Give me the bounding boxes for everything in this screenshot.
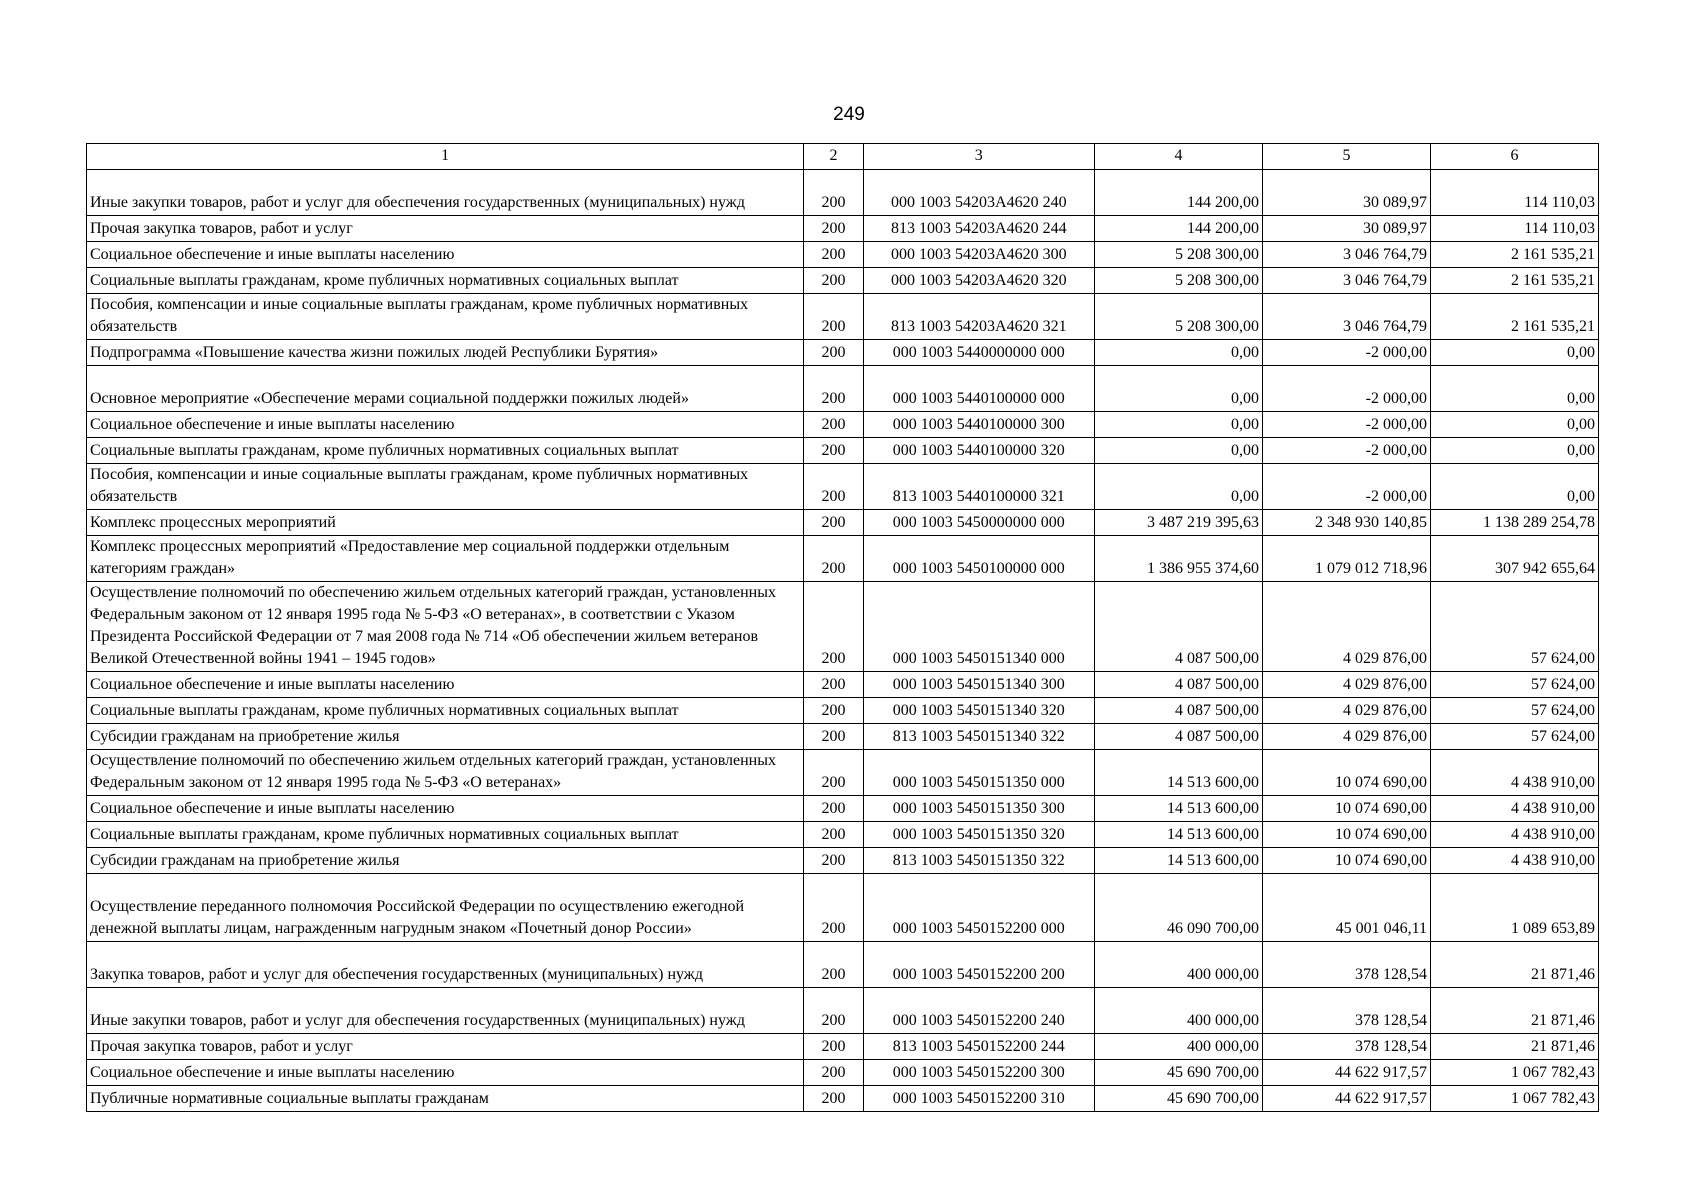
row-approved-amount-cell: 14 513 600,00 [1094,822,1262,848]
row-line-code-cell: 200 [804,942,863,988]
table-row [87,988,1599,1034]
row-classification-code-cell: 000 1003 5440000000 000 [863,340,1094,366]
row-executed-amount-cell: -2 000,00 [1262,340,1430,366]
row-classification-code-cell: 000 1003 5450151340 300 [863,672,1094,698]
table-row [87,268,1599,294]
table-row [87,340,1599,366]
row-approved-amount-cell: 3 487 219 395,63 [1094,510,1262,536]
budget-table [86,143,1599,1112]
row-classification-code-cell: 813 1003 54203А4620 244 [863,216,1094,242]
row-approved-amount-cell: 5 208 300,00 [1094,294,1262,340]
row-line-code-cell: 200 [804,724,863,750]
table-row [87,672,1599,698]
row-approved-amount-cell: 14 513 600,00 [1094,848,1262,874]
row-unexecuted-amount-cell: 0,00 [1430,366,1598,412]
row-classification-code-cell: 000 1003 5450100000 000 [863,536,1094,582]
row-name-cell: Комплекс процессных мероприятий «Предоставление мер социальной поддержки отдельным категориям граждан» [87,536,804,582]
row-name-cell: Социальное обеспечение и иные выплаты населению [87,412,804,438]
row-name-cell: Социальное обеспечение и иные выплаты населению [87,796,804,822]
row-line-code-cell: 200 [804,698,863,724]
row-unexecuted-amount-cell: 114 110,03 [1430,216,1598,242]
row-classification-code-cell: 000 1003 5450152200 240 [863,988,1094,1034]
row-executed-amount-cell: -2 000,00 [1262,438,1430,464]
row-name-cell: Пособия, компенсации и иные социальные выплаты гражданам, кроме публичных нормативных обязательств [87,464,804,510]
row-line-code-cell: 200 [804,340,863,366]
table-row [87,464,1599,510]
row-classification-code-cell: 000 1003 5450151340 000 [863,582,1094,672]
row-name-cell: Социальное обеспечение и иные выплаты населению [87,672,804,698]
table-row [87,582,1599,672]
row-name-cell: Иные закупки товаров, работ и услуг для обеспечения государственных (муниципальных) нужд [87,988,804,1034]
row-executed-amount-cell: 4 029 876,00 [1262,672,1430,698]
row-line-code-cell: 200 [804,750,863,796]
row-name-cell: Социальное обеспечение и иные выплаты населению [87,242,804,268]
row-classification-code-cell: 000 1003 54203А4620 320 [863,268,1094,294]
table-row [87,750,1599,796]
row-approved-amount-cell: 400 000,00 [1094,942,1262,988]
table-row [87,848,1599,874]
table-row [87,874,1599,942]
row-approved-amount-cell: 144 200,00 [1094,170,1262,216]
row-executed-amount-cell: 10 074 690,00 [1262,750,1430,796]
row-classification-code-cell: 000 1003 5450000000 000 [863,510,1094,536]
row-name-cell: Иные закупки товаров, работ и услуг для обеспечения государственных (муниципальных) нужд [87,170,804,216]
row-classification-code-cell: 000 1003 5450152200 200 [863,942,1094,988]
table-row [87,1060,1599,1086]
row-line-code-cell: 200 [804,672,863,698]
row-executed-amount-cell: 378 128,54 [1262,942,1430,988]
table-row [87,438,1599,464]
page-number: 249 [833,104,865,125]
column-header-1: 1 [87,144,804,170]
row-approved-amount-cell: 5 208 300,00 [1094,242,1262,268]
row-executed-amount-cell: 30 089,97 [1262,216,1430,242]
row-unexecuted-amount-cell: 0,00 [1430,438,1598,464]
row-unexecuted-amount-cell: 57 624,00 [1430,582,1598,672]
row-line-code-cell: 200 [804,848,863,874]
row-name-cell: Закупка товаров, работ и услуг для обеспечения государственных (муниципальных) нужд [87,942,804,988]
row-executed-amount-cell: 10 074 690,00 [1262,822,1430,848]
row-classification-code-cell: 000 1003 5450152200 000 [863,874,1094,942]
row-executed-amount-cell: 10 074 690,00 [1262,848,1430,874]
row-unexecuted-amount-cell: 21 871,46 [1430,942,1598,988]
table-row [87,724,1599,750]
row-name-cell: Осуществление переданного полномочия Российской Федерации по осуществлению ежегодной денежной выплаты лицам, награжденным нагрудным знаком «Почетный донор России» [87,874,804,942]
row-unexecuted-amount-cell: 57 624,00 [1430,698,1598,724]
row-executed-amount-cell: 4 029 876,00 [1262,698,1430,724]
row-executed-amount-cell: -2 000,00 [1262,412,1430,438]
table-row [87,942,1599,988]
row-executed-amount-cell: 4 029 876,00 [1262,582,1430,672]
row-approved-amount-cell: 14 513 600,00 [1094,796,1262,822]
row-name-cell: Социальные выплаты гражданам, кроме публичных нормативных социальных выплат [87,822,804,848]
row-classification-code-cell: 000 1003 54203А4620 240 [863,170,1094,216]
row-executed-amount-cell: 3 046 764,79 [1262,294,1430,340]
table-row [87,698,1599,724]
row-name-cell: Комплекс процессных мероприятий [87,510,804,536]
row-classification-code-cell: 000 1003 5450152200 310 [863,1086,1094,1112]
row-line-code-cell: 200 [804,464,863,510]
row-executed-amount-cell: 378 128,54 [1262,988,1430,1034]
row-approved-amount-cell: 144 200,00 [1094,216,1262,242]
column-header-6: 6 [1430,144,1598,170]
row-unexecuted-amount-cell: 4 438 910,00 [1430,796,1598,822]
row-approved-amount-cell: 400 000,00 [1094,988,1262,1034]
row-line-code-cell: 200 [804,242,863,268]
row-unexecuted-amount-cell: 4 438 910,00 [1430,822,1598,848]
row-classification-code-cell: 813 1003 5440100000 321 [863,464,1094,510]
row-line-code-cell: 200 [804,536,863,582]
row-name-cell: Публичные нормативные социальные выплаты гражданам [87,1086,804,1112]
row-approved-amount-cell: 0,00 [1094,412,1262,438]
table-row [87,412,1599,438]
column-header-4: 4 [1094,144,1262,170]
row-classification-code-cell: 000 1003 5440100000 300 [863,412,1094,438]
row-approved-amount-cell: 400 000,00 [1094,1034,1262,1060]
row-approved-amount-cell: 46 090 700,00 [1094,874,1262,942]
row-classification-code-cell: 000 1003 5440100000 320 [863,438,1094,464]
row-approved-amount-cell: 5 208 300,00 [1094,268,1262,294]
row-executed-amount-cell: 378 128,54 [1262,1034,1430,1060]
row-approved-amount-cell: 14 513 600,00 [1094,750,1262,796]
table-row [87,1086,1599,1112]
row-unexecuted-amount-cell: 1 067 782,43 [1430,1086,1598,1112]
table-row [87,170,1599,216]
row-line-code-cell: 200 [804,1060,863,1086]
row-approved-amount-cell: 45 690 700,00 [1094,1060,1262,1086]
row-unexecuted-amount-cell: 307 942 655,64 [1430,536,1598,582]
row-classification-code-cell: 000 1003 5440100000 000 [863,366,1094,412]
table-row [87,242,1599,268]
row-approved-amount-cell: 0,00 [1094,438,1262,464]
row-line-code-cell: 200 [804,170,863,216]
row-unexecuted-amount-cell: 4 438 910,00 [1430,848,1598,874]
row-classification-code-cell: 000 1003 5450151350 300 [863,796,1094,822]
row-name-cell: Прочая закупка товаров, работ и услуг [87,1034,804,1060]
row-executed-amount-cell: 44 622 917,57 [1262,1060,1430,1086]
row-name-cell: Подпрограмма «Повышение качества жизни пожилых людей Республики Бурятия» [87,340,804,366]
row-line-code-cell: 200 [804,874,863,942]
row-line-code-cell: 200 [804,216,863,242]
column-header-2: 2 [804,144,863,170]
row-executed-amount-cell: 3 046 764,79 [1262,268,1430,294]
row-line-code-cell: 200 [804,268,863,294]
row-classification-code-cell: 000 1003 5450151350 320 [863,822,1094,848]
row-executed-amount-cell: -2 000,00 [1262,366,1430,412]
row-line-code-cell: 200 [804,412,863,438]
row-unexecuted-amount-cell: 0,00 [1430,412,1598,438]
column-header-3: 3 [863,144,1094,170]
row-unexecuted-amount-cell: 0,00 [1430,340,1598,366]
row-name-cell: Основное мероприятие «Обеспечение мерами социальной поддержки пожилых людей» [87,366,804,412]
row-line-code-cell: 200 [804,294,863,340]
row-executed-amount-cell: 1 079 012 718,96 [1262,536,1430,582]
row-approved-amount-cell: 0,00 [1094,340,1262,366]
row-approved-amount-cell: 4 087 500,00 [1094,582,1262,672]
table-row [87,366,1599,412]
row-executed-amount-cell: 4 029 876,00 [1262,724,1430,750]
row-line-code-cell: 200 [804,1034,863,1060]
row-line-code-cell: 200 [804,510,863,536]
row-name-cell: Социальные выплаты гражданам, кроме публичных нормативных социальных выплат [87,438,804,464]
row-unexecuted-amount-cell: 57 624,00 [1430,724,1598,750]
row-approved-amount-cell: 4 087 500,00 [1094,698,1262,724]
row-classification-code-cell: 813 1003 5450151350 322 [863,848,1094,874]
row-unexecuted-amount-cell: 4 438 910,00 [1430,750,1598,796]
table-header-row [87,144,1599,170]
row-classification-code-cell: 000 1003 54203А4620 300 [863,242,1094,268]
row-line-code-cell: 200 [804,582,863,672]
row-executed-amount-cell: 30 089,97 [1262,170,1430,216]
row-name-cell: Субсидии гражданам на приобретение жилья [87,848,804,874]
row-unexecuted-amount-cell: 1 089 653,89 [1430,874,1598,942]
row-unexecuted-amount-cell: 1 138 289 254,78 [1430,510,1598,536]
row-classification-code-cell: 000 1003 5450151340 320 [863,698,1094,724]
row-classification-code-cell: 813 1003 54203А4620 321 [863,294,1094,340]
row-executed-amount-cell: 45 001 046,11 [1262,874,1430,942]
table-row [87,216,1599,242]
row-approved-amount-cell: 1 386 955 374,60 [1094,536,1262,582]
row-name-cell: Прочая закупка товаров, работ и услуг [87,216,804,242]
row-line-code-cell: 200 [804,438,863,464]
row-unexecuted-amount-cell: 2 161 535,21 [1430,294,1598,340]
row-classification-code-cell: 813 1003 5450151340 322 [863,724,1094,750]
table-row [87,510,1599,536]
row-approved-amount-cell: 4 087 500,00 [1094,672,1262,698]
row-unexecuted-amount-cell: 114 110,03 [1430,170,1598,216]
row-line-code-cell: 200 [804,1086,863,1112]
row-unexecuted-amount-cell: 2 161 535,21 [1430,242,1598,268]
row-executed-amount-cell: 10 074 690,00 [1262,796,1430,822]
row-line-code-cell: 200 [804,988,863,1034]
row-approved-amount-cell: 4 087 500,00 [1094,724,1262,750]
row-line-code-cell: 200 [804,822,863,848]
row-unexecuted-amount-cell: 0,00 [1430,464,1598,510]
row-classification-code-cell: 813 1003 5450152200 244 [863,1034,1094,1060]
row-unexecuted-amount-cell: 57 624,00 [1430,672,1598,698]
row-unexecuted-amount-cell: 1 067 782,43 [1430,1060,1598,1086]
row-unexecuted-amount-cell: 2 161 535,21 [1430,268,1598,294]
row-executed-amount-cell: 2 348 930 140,85 [1262,510,1430,536]
row-name-cell: Осуществление полномочий по обеспечению жильем отдельных категорий граждан, установленных Федеральным законом от 12 января 1995 года № 5-ФЗ «О ветеранах» [87,750,804,796]
table-row [87,796,1599,822]
column-header-5: 5 [1262,144,1430,170]
table-row [87,822,1599,848]
row-name-cell: Осуществление полномочий по обеспечению жильем отдельных категорий граждан, установленных Федеральным законом от 12 января 1995 года № 5-ФЗ «О ветеранах», в соответствии с Указом Президента Российской Федерации от 7 мая 2008 года № 714 «Об обеспечении жильем ветеранов Великой Отечественной войны 1941 – 1945 годов» [87,582,804,672]
row-executed-amount-cell: 3 046 764,79 [1262,242,1430,268]
row-executed-amount-cell: 44 622 917,57 [1262,1086,1430,1112]
row-approved-amount-cell: 0,00 [1094,464,1262,510]
row-name-cell: Социальное обеспечение и иные выплаты населению [87,1060,804,1086]
row-name-cell: Социальные выплаты гражданам, кроме публичных нормативных социальных выплат [87,268,804,294]
row-name-cell: Пособия, компенсации и иные социальные выплаты гражданам, кроме публичных нормативных обязательств [87,294,804,340]
row-approved-amount-cell: 0,00 [1094,366,1262,412]
row-classification-code-cell: 000 1003 5450152200 300 [863,1060,1094,1086]
row-name-cell: Социальные выплаты гражданам, кроме публичных нормативных социальных выплат [87,698,804,724]
row-approved-amount-cell: 45 690 700,00 [1094,1086,1262,1112]
table-row [87,536,1599,582]
row-line-code-cell: 200 [804,366,863,412]
row-classification-code-cell: 000 1003 5450151350 000 [863,750,1094,796]
row-name-cell: Субсидии гражданам на приобретение жилья [87,724,804,750]
row-unexecuted-amount-cell: 21 871,46 [1430,988,1598,1034]
table-row [87,1034,1599,1060]
row-line-code-cell: 200 [804,796,863,822]
row-unexecuted-amount-cell: 21 871,46 [1430,1034,1598,1060]
row-executed-amount-cell: -2 000,00 [1262,464,1430,510]
table-row [87,294,1599,340]
